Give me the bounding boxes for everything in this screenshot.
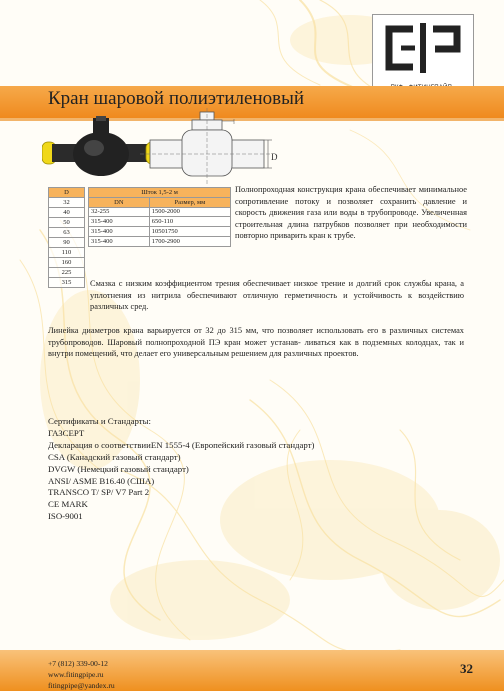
paragraph-diameter-range: Линейка диаметров крана варьируется от 32 до 315 мм, что позволяет использовать его в различных системах трубопроводов. Шаровый полнопроходной ПЭ кран может устанав- ливаться как в подземных колодцах, так и внутри помещений, что делает его универсальным решением для различных проектов. [48, 326, 464, 359]
footer-contacts [48, 659, 115, 691]
drawing-dimension-label: D [271, 152, 278, 162]
diameter-cell: 40 [49, 208, 85, 218]
diameter-cell: 32 [49, 198, 85, 208]
stem-table-cell: 32-255 [89, 207, 150, 217]
certificate-item: Декларация о соответствииEN 1555-4 (Европейский газовый стандарт) [48, 439, 315, 450]
certificate-item: CSA (Канадский газовый стандарт) [48, 451, 181, 462]
page-number: 32 [460, 661, 473, 676]
footer-website-link[interactable]: www.fitingpipe.ru [48, 669, 104, 679]
stem-table-cell: 650-110 [149, 217, 230, 227]
diameter-table [48, 187, 85, 288]
certificate-item: CE MARK [48, 499, 88, 510]
diameter-cell: 225 [49, 268, 85, 278]
stem-table-header: Шток 1,5-2 м [89, 188, 231, 198]
stem-table-cell: 315-400 [89, 227, 150, 237]
stem-size-table [88, 187, 231, 247]
stem-table-cell: 315-400 [89, 217, 150, 227]
diameter-cell: 160 [49, 258, 85, 268]
stem-table-cell: 10501750 [149, 227, 230, 237]
stem-table-column-size: Размер, мм [149, 197, 230, 207]
stem-table-cell: 1500-2000 [149, 207, 230, 217]
footer-email-link[interactable]: fitingpipe@yandex.ru [48, 680, 115, 690]
certificate-item: ANSI/ ASME B16.40 (США) [48, 475, 155, 486]
valve-technical-drawing [130, 108, 282, 186]
fittingpipe-logo-mark [373, 15, 473, 81]
diameter-cell: 110 [49, 248, 85, 258]
diameter-cell: 90 [49, 238, 85, 248]
diameter-table-header: D [49, 188, 85, 198]
paragraph-lubrication: Смазка с низким коэффициентом трения обеспечивает низкое трение и долгий срок службы крана, а уплотнения из нитрила обеспечивают отличную герметичность и устойчивость к воздействию различных сред. [90, 279, 464, 312]
stem-table-cell: 1700-2900 [149, 236, 230, 246]
stem-table-column-dn: DN [89, 197, 150, 207]
certificate-item: TRANSCO T/ SP/ V7 Part 2 [48, 487, 150, 498]
diameter-cell: 50 [49, 218, 85, 228]
certificate-item: ГАЗСЕРТ [48, 427, 85, 438]
certificates-section [48, 416, 314, 523]
certificate-item: ISO-9001 [48, 511, 83, 522]
certificate-item: DVGW (Немецкий газовый стандарт) [48, 463, 189, 474]
paragraph-full-bore-design: Полнопроходная конструкция крана обеспечивает минимальное сопротивление потоку и позволяет сохранить давление и скорость движения газа или воды в трубопроводе. Увеличенная строительная длина патрубков позволяет при необходимости повторно приварить кран к трубе. [235, 185, 467, 241]
footer-phone: +7 (812) 339-00-12 [48, 659, 108, 668]
certificates-heading: Сертификаты и Стандарты: [48, 416, 151, 426]
page-title: Кран шаровой полиэтиленовый [48, 88, 305, 109]
diameter-cell: 315 [49, 278, 85, 288]
stem-table-cell: 315-400 [89, 236, 150, 246]
company-logo [372, 14, 474, 94]
diameter-cell: 63 [49, 228, 85, 238]
